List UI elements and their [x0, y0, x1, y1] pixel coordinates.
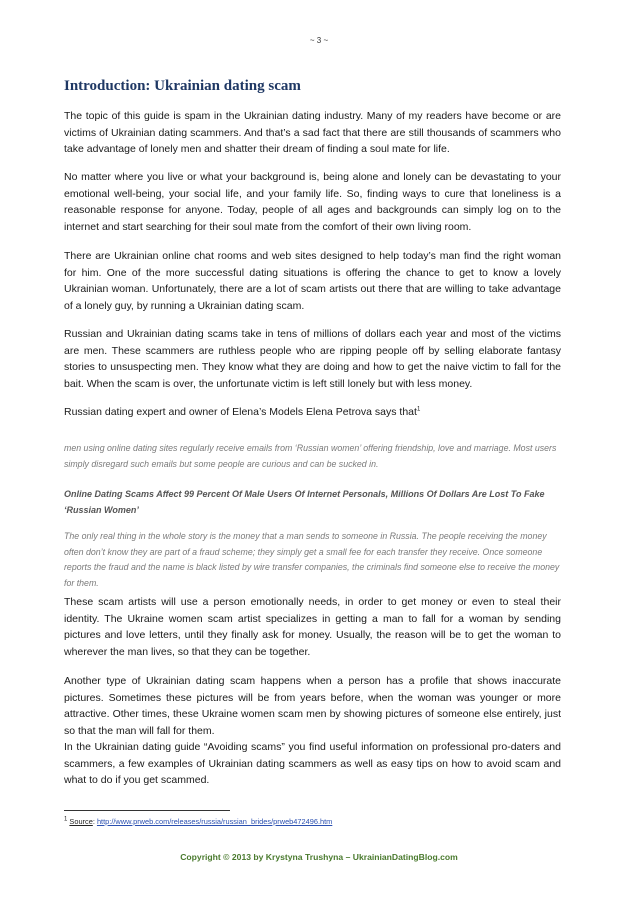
paragraph-1: The topic of this guide is spam in the Ukrainian dating industry. Many of my readers have become or are victims of Ukrainian dating scammers. And that’s a sad fact that there are still thousands of scammers who take advantage of lonely men and shatter their dream of finding a soul mate for life.: [64, 110, 561, 155]
section-title: Introduction: Ukrainian dating scam: [64, 78, 301, 94]
paragraph-7: Another type of Ukrainian dating scam happens when a person has a profile that shows inaccurate pictures. Sometimes these pictures will be from years before, when the woman was younger or more attractive. Other times, these Ukraine women scam men by showing pictures of someone else entirely, just so that the man will fall for them.: [64, 675, 561, 737]
footnote-divider: [64, 810, 230, 811]
paragraph-4: Russian and Ukrainian dating scams take in tens of millions of dollars each year and most of the victims are men. These scammers are ruthless people who are ripping people off by selling elaborate fantasy stories to unsuspecting men. They know what they are doing and how to get the naive victim to fall for the bait. When the scam is over, the unfortunate victim is left still lonely but with less money.: [64, 328, 561, 390]
page-number: ~ 3 ~: [309, 36, 329, 45]
quote-2: The only real thing in the whole story is the money that a man sends to someone in Russia. The people receiving the money often don’t know they are part of a fraud scheme; they simply get a small fee for each transfer they receive. Once someone reports the fraud and the name is black listed by wire transfer companies, the criminals find someone else to receive the money for them.: [64, 531, 560, 588]
paragraph-3: There are Ukrainian online chat rooms and web sites designed to help today’s man find the right woman for him. One of the more successful dating situations is offering the chance to get to know a lovely Ukrainian woman. Unfortunately, there are a lot of scam artists out there that are willing to take advantage of a lonely guy, by running a Ukrainian dating scam.: [64, 250, 561, 312]
copyright-footer: Copyright © 2013 by Krystyna Trushyna – UkrainianDatingBlog.com: [180, 852, 458, 862]
footnote-marker: 1: [416, 406, 421, 413]
paragraph-5: [64, 404, 561, 421]
quote-headline: Online Dating Scams Affect 99 Percent Of Male Users Of Internet Personals, Millions Of Dollars Are Lost To Fake ‘Russian Women’: [64, 489, 545, 515]
paragraph-2: No matter where you live or what your background is, being alone and lonely can be devastating to your emotional well-being, your social life, and your family life. So, finding ways to cure that loneliness is a reasonable response for anyone. Today, people of all ages and backgrounds can simply log on to the internet and start searching for their soul mate from the comfort of their own living room.: [64, 171, 561, 233]
paragraph-5-text: Russian dating expert and owner of Elena’s Models Elena Petrova says that: [64, 406, 417, 418]
footnote-source-link[interactable]: http://www.prweb.com/releases/russia/russian_brides/prweb472496.htm: [96, 817, 333, 826]
footnote-number: 1: [64, 816, 68, 823]
footnote-source-label: Source: [69, 817, 93, 826]
footnote: $^1$ Source: http://www.prweb.com/releases/russia/russian_brides/prweb472496.htm: [64, 816, 333, 826]
quote-1: men using online dating sites regularly receive emails from ‘Russian women’ offering friendship, love and marriage. Most users simply disregard such emails but some people are curious and can be sucked in.: [64, 443, 557, 469]
paragraph-6: These scam artists will use a person emotionally needs, in order to get money or even to steal their identity. The Ukraine women scam artist specializes in getting a man to fall for a woman by sending pictures and love letters, until they finally ask for money. Usually, the reason will be to get the woman to wherever the man lives, so that they can be together.: [64, 596, 561, 658]
paragraph-8: In the Ukrainian dating guide “Avoiding scams” you find useful information on professional pro-daters and scammers, a few examples of Ukrainian dating scammers as well as easy tips on how to avoid scam and what to do if you get scammed.: [64, 741, 561, 786]
